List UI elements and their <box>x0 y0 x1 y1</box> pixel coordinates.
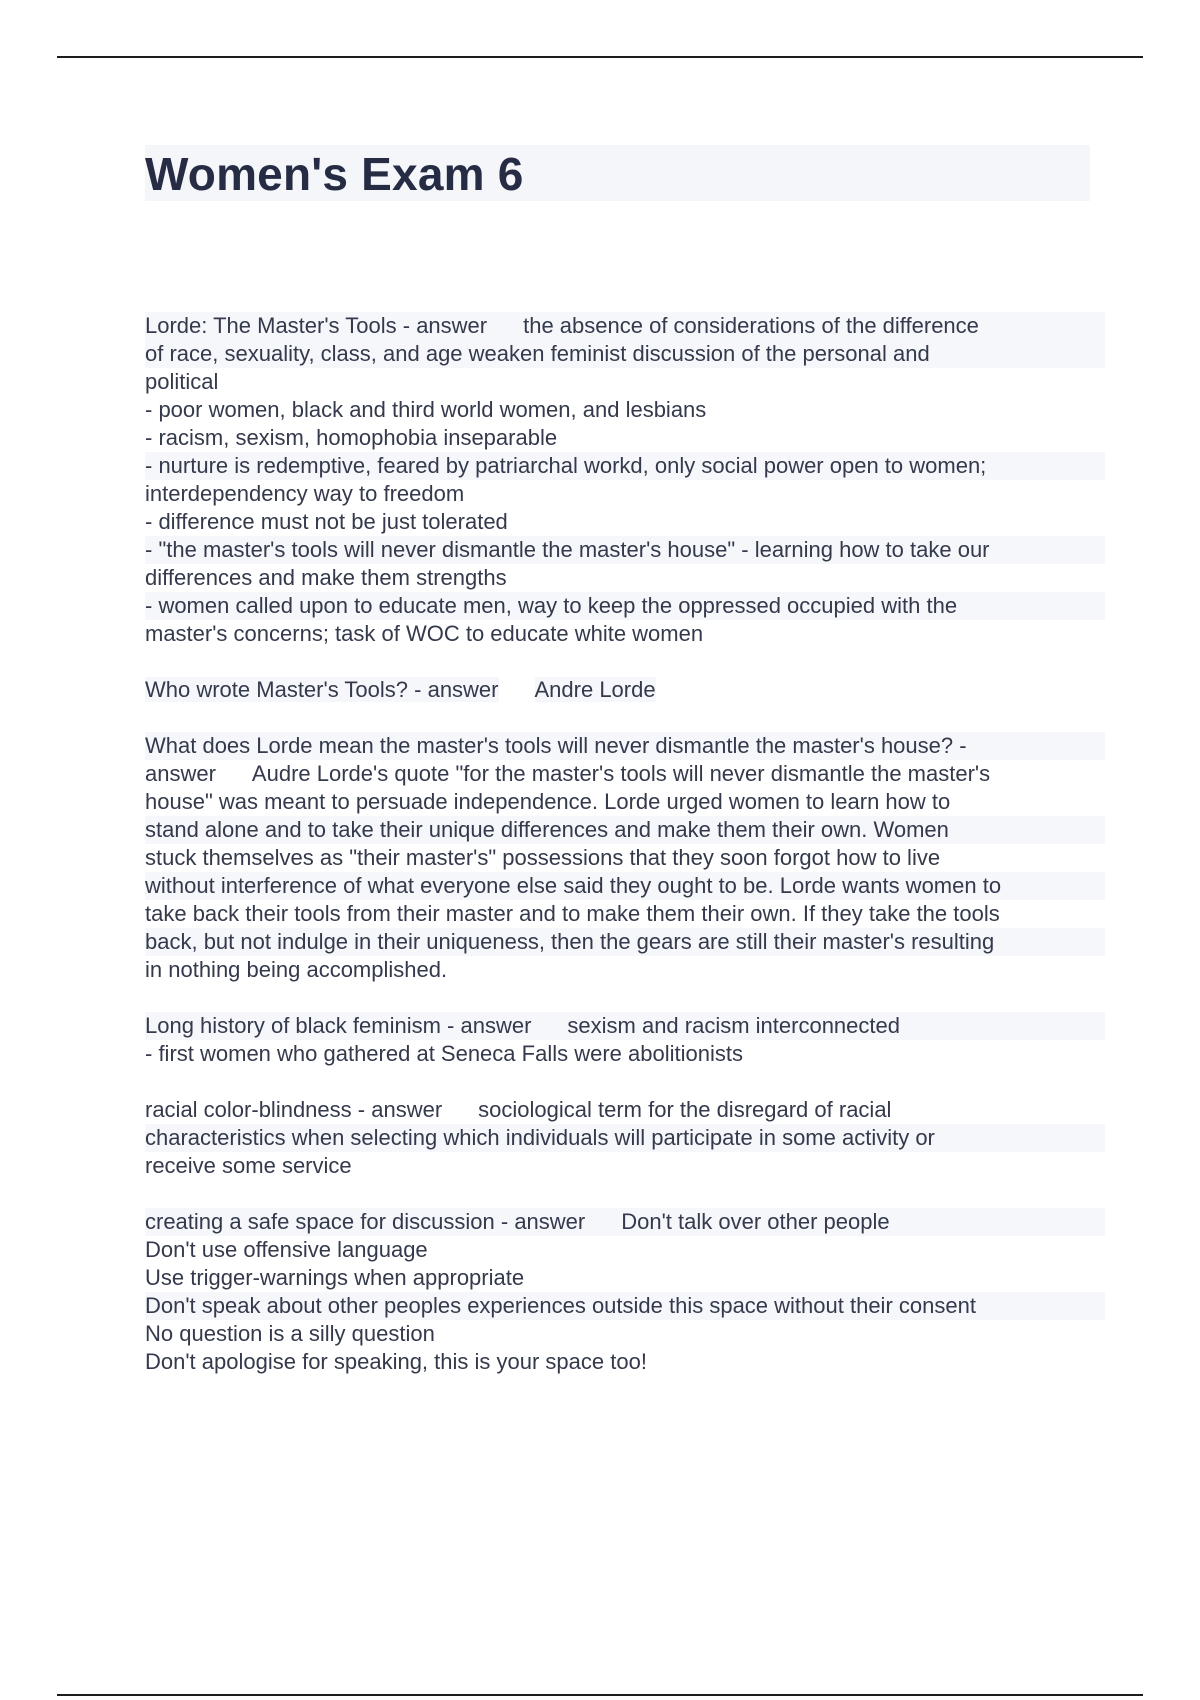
answer-line: Don't apologise for speaking, this is your space too! <box>145 1349 647 1374</box>
answer-text: sociological term for the disregard of racial <box>478 1097 892 1122</box>
qa-first-line: creating a safe space for discussion - answer Don't talk over other people <box>145 1208 1105 1236</box>
answer-line: - poor women, black and third world women, and lesbians <box>145 397 707 422</box>
answer-line: - difference must not be just tolerated <box>145 509 508 534</box>
answer-line: characteristics when selecting which individuals will participate in some activity or <box>145 1124 1105 1152</box>
answer-text: the absence of considerations of the difference <box>523 313 979 338</box>
answer-label: answer <box>460 1013 532 1038</box>
answer-line: Don't speak about other peoples experiences outside this space without their consent <box>145 1292 1105 1320</box>
top-rule <box>57 56 1143 58</box>
question-text: Who wrote Master's Tools? <box>145 677 409 702</box>
question-text: racial color-blindness <box>145 1097 352 1122</box>
answer-line: Use trigger-warnings when appropriate <box>145 1265 525 1290</box>
document-body <box>145 312 1105 1404</box>
answer-line: differences and make them strengths <box>145 565 507 590</box>
answer-line: master's concerns; task of WOC to educate white women <box>145 621 704 646</box>
answer-line: house" was meant to persuade independence. Lorde urged women to learn how to <box>145 789 951 814</box>
answer-line: No question is a silly question <box>145 1321 435 1346</box>
answer-line: take back their tools from their master and to make them their own. If they take the tools <box>145 901 1000 926</box>
answer-label: answer <box>427 677 499 702</box>
answer-text: Don't talk over other people <box>621 1209 890 1234</box>
answer-label: answer <box>145 761 216 786</box>
qa-first-line: Long history of black feminism - answer sexism and racism interconnected <box>145 1012 1105 1040</box>
answer-line: stuck themselves as "their master's" possessions that they soon forgot how to live <box>145 845 941 870</box>
answer-line: interdependency way to freedom <box>145 481 465 506</box>
answer-label: answer <box>416 313 488 338</box>
answer-text: Audre Lorde's quote "for the master's tools will never dismantle the master's <box>251 761 991 786</box>
qa-entry-what-does-lorde-mean <box>145 732 1105 984</box>
answer-line: without interference of what everyone else said they ought to be. Lorde wants women to <box>145 872 1105 900</box>
answer-line: - "the master's tools will never dismantle the master's house" - learning how to take our <box>145 536 1105 564</box>
answer-line: - racism, sexism, homophobia inseparable <box>145 425 558 450</box>
answer-line: back, but not indulge in their uniqueness, then the gears are still their master's resulting <box>145 928 1105 956</box>
qa-entry-color-blindness <box>145 1096 1105 1180</box>
qa-entry-masters-tools <box>145 312 1105 648</box>
answer-line: - women called upon to educate men, way to keep the oppressed occupied with the <box>145 592 1105 620</box>
answer-line: of race, sexuality, class, and age weaken feminist discussion of the personal and <box>145 340 1105 368</box>
page-title: Women's Exam 6 <box>145 148 524 200</box>
answer-line: receive some service <box>145 1153 352 1178</box>
answer-line: - nurture is redemptive, feared by patriarchal workd, only social power open to women; <box>145 452 1105 480</box>
qa-entry-who-wrote <box>145 676 1105 704</box>
qa-answer-line <box>145 760 1105 788</box>
qa-first-line: racial color-blindness - answer sociological term for the disregard of racial <box>145 1097 892 1122</box>
qa-first-line: Who wrote Master's Tools? - answer Andre Lorde <box>145 677 656 702</box>
qa-entry-black-feminism <box>145 1012 1105 1068</box>
question-text: creating a safe space for discussion <box>145 1209 495 1234</box>
answer-label: answer <box>514 1209 586 1234</box>
answer-line: in nothing being accomplished. <box>145 957 448 982</box>
answer-line: stand alone and to take their unique differences and make them their own. Women <box>145 816 1105 844</box>
answer-label: answer <box>371 1097 443 1122</box>
answer-line: political <box>145 369 219 394</box>
question-text: Long history of black feminism <box>145 1013 441 1038</box>
answer-text: sexism and racism interconnected <box>567 1013 900 1038</box>
question-text: Lorde: The Master's Tools <box>145 313 397 338</box>
bottom-rule <box>57 1694 1143 1696</box>
answer-text: Andre Lorde <box>534 677 656 702</box>
qa-first-line: Lorde: The Master's Tools - answer the absence of considerations of the difference <box>145 312 1105 340</box>
answer-line: - first women who gathered at Seneca Falls were abolitionists <box>145 1041 743 1066</box>
qa-entry-safe-space <box>145 1208 1105 1376</box>
question-text: What does Lorde mean the master's tools will never dismantle the master's house? - <box>145 732 1105 760</box>
answer-line: Don't use offensive language <box>145 1237 428 1262</box>
